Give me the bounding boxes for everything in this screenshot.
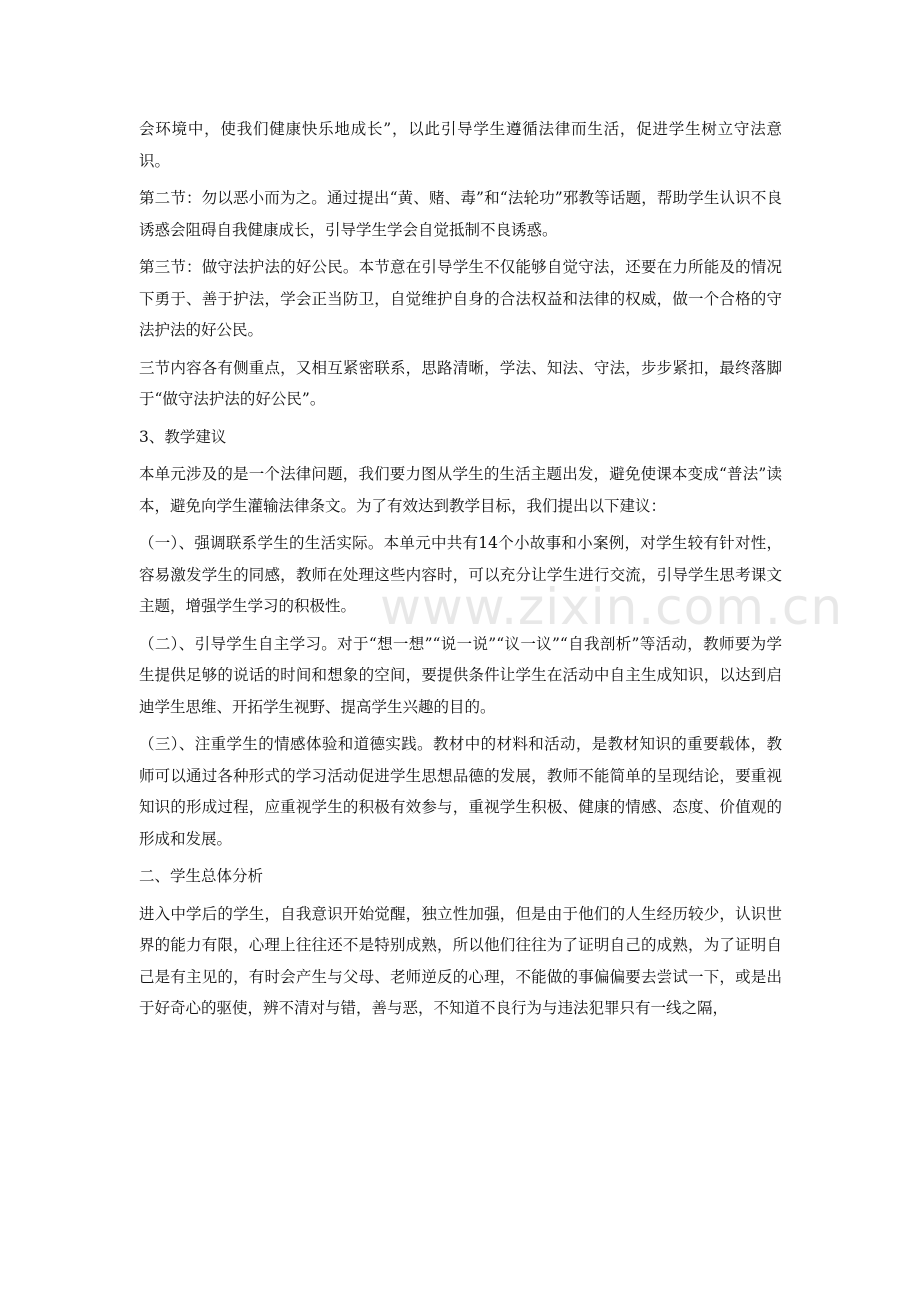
paragraph-suggestion-2: （二）、引导学生自主学习。对于“想一想”“说一说”“议一议”“自我剖析”等活动，教师要为学生提供足够的说话的时间和想象的空间，要提供条件让学生在活动中自主生成知识，以达到启迪学生思维、开拓学生视野、提高学生兴趣的目的。	[139, 634, 782, 716]
document-body	[139, 114, 782, 1031]
heading-teaching-suggestions: 3、教学建议	[139, 427, 227, 446]
paragraph-summary: 三节内容各有侧重点，又相互紧密联系，思路清晰，学法、知法、守法，步步紧扣，最终落脚于“做守法护法的好公民”。	[139, 358, 782, 408]
paragraph-student-analysis: 进入中学后的学生，自我意识开始觉醒，独立性加强，但是由于他们的人生经历较少，认识世界的能力有限，心理上往往还不是特别成熟，所以他们往往为了证明自己的成熟，为了证明自己是有主见的，有时会产生与父母、老师逆反的心理，不能做的事偏偏要去尝试一下，或是出于好奇心的驱使，辨不清对与错，善与恶，不知道不良行为与违法犯罪只有一线之隔，	[139, 904, 782, 1017]
paragraph-suggestions-intro: 本单元涉及的是一个法律问题，我们要力图从学生的生活主题出发，避免使课本变成“普法”读本，避免向学生灌输法律条文。为了有效达到教学目标，我们提出以下建议：	[139, 465, 782, 515]
watermark: www.zixin.com.cn	[380, 578, 844, 636]
paragraph-suggestion-1: （一）、强调联系学生的生活实际。本单元中共有14个小故事和小案例，对学生较有针对性，容易激发学生的同感，教师在处理这些内容时，可以充分让学生进行交流，引导学生思考课文主题，增强学生学习的积极性。	[139, 534, 782, 615]
paragraph-section-2: 第二节：勿以恶小而为之。通过提出“黄、赌、毒”和“法轮功”邪教等话题，帮助学生认识不良诱惑会阻碍自我健康成长，引导学生学会自觉抵制不良诱惑。	[139, 189, 782, 239]
paragraph-continuation: 会环境中，使我们健康快乐地成长”，以此引导学生遵循法律而生活，促进学生树立守法意识。	[139, 120, 782, 170]
heading-student-analysis: 二、学生总体分析	[139, 867, 264, 885]
paragraph-section-3: 第三节：做守法护法的好公民。本节意在引导学生不仅能够自觉守法，还要在力所能及的情况下勇于、善于护法，学会正当防卫，自觉维护自身的合法权益和法律的权威，做一个合格的守法护法的好公民。	[139, 258, 782, 339]
paragraph-suggestion-3: （三）、注重学生的情感体验和道德实践。教材中的材料和活动，是教材知识的重要载体，教师可以通过各种形式的学习活动促进学生思想品德的发展，教师不能简单的呈现结论，要重视知识的形成过程，应重视学生的积极有效参与，重视学生积极、健康的情感、态度、价值观的形成和发展。	[139, 735, 782, 848]
